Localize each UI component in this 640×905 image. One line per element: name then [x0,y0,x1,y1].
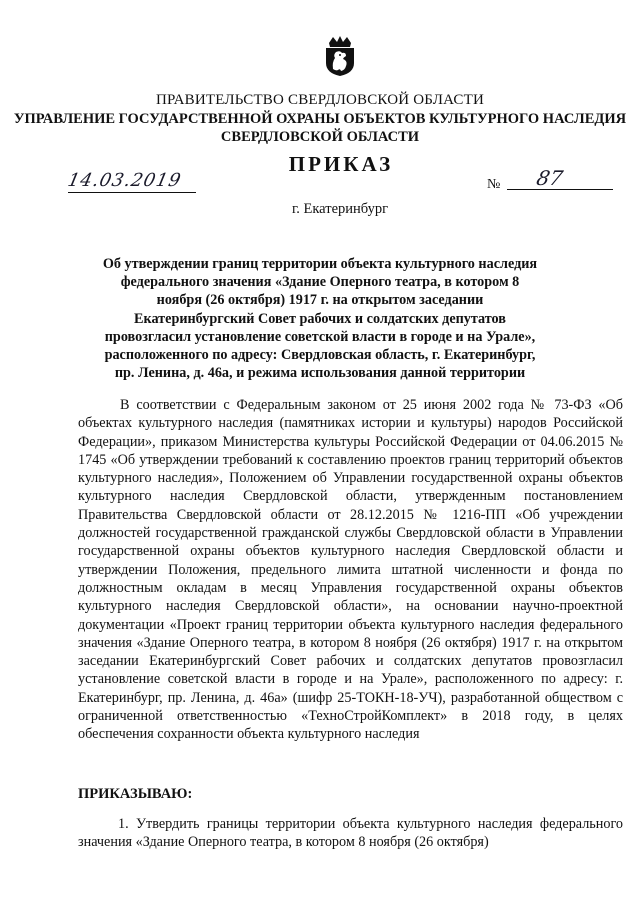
decree-heading: ПРИКАЗЫВАЮ: [78,786,193,802]
order-number [507,166,613,194]
order-item-1-text: 1. Утвердить границы территории объекта культурного наследия федерального значения «Здание Оперного театра, в котором 8 ноября (26 октября) [78,816,623,851]
department-name-line2: СВЕРДЛОВСКОЙ ОБЛАСТИ [220,129,420,145]
coat-of-arms-icon [323,35,357,77]
preamble-text: В соответствии с Федеральным законом от 25 июня 2002 года № 73-ФЗ «Об объектах культурного наследия (памятниках истории и культуры) народов Российской Федерации», приказом Министерства культуры Российской Федерации от 04.06.2015 № 1745 «Об утверждении требований к составлению проектов границ территорий объектов культурного наследия», Положением об Управлении государственной охраны объектов культурного наследия Свердловской области, утвержденным постановлением Правительства Свердловской области от 28.12.2015 № 1216-ПП «Об учреждении должностей государственной гражданской службы Свердловской области в Управлении государственной охраны объектов культурного наследия Свердловской области и утверждении Положения, предельного лимита штатной численности и фонда по должностным окладам в месяц Управления государственной охраны объектов культурного наследия Свердловской области», на основании научно-проектной документации «Проект границ территории объекта культурного наследия федерального значения «Здание Оперного театра, в котором 8 ноября (26 октября) 1917 г. на открытом заседании Екатеринбургский Совет рабочих и солдатских депутатов провозгласил установление советской власти в городе и на Урале», расположенного по адресу: г. Екатеринбург, пр. Ленина, д. 46а» (шифр 25-ТОКН-18-УЧ), разработанной обществом с ограниченной ответственностью «ТехноСтройКомплект» в 2018 году, в целях обеспечения сохранности объекта культурного наследия [78,397,623,743]
preamble-paragraph [78,396,623,744]
date-underline [68,192,196,193]
city-name: г. Екатеринбург [291,201,389,217]
order-item-1 [78,815,623,852]
order-date [65,170,196,196]
order-number-value: 87 [534,166,566,190]
government-name: ПРАВИТЕЛЬСТВО СВЕРДЛОВСКОЙ ОБЛАСТИ [155,92,485,108]
document-type: ПРИКАЗ [288,152,394,176]
order-title: Об утверждении границ территории объекта культурного наследия федерального значения «Здание Оперного театра, в котором 8 ноября (26 октября) 1917 г. на открытом заседании Екатеринбургский Совет рабочих и солдатских депутатов провозгласил установление советской власти в городе и на Урале», расположенного по адресу: Свердловская область, г. Екатеринбург, пр. Ленина, д. 46а, и режима использования данной территории [102,256,538,382]
number-underline [507,189,613,190]
department-name-line1: УПРАВЛЕНИЕ ГОСУДАРСТВЕННОЙ ОХРАНЫ ОБЪЕКТОВ КУЛЬТУРНОГО НАСЛЕДИЯ [13,111,627,127]
order-date-value: 14.03.2019 [65,170,184,191]
number-sign: № [487,177,501,192]
